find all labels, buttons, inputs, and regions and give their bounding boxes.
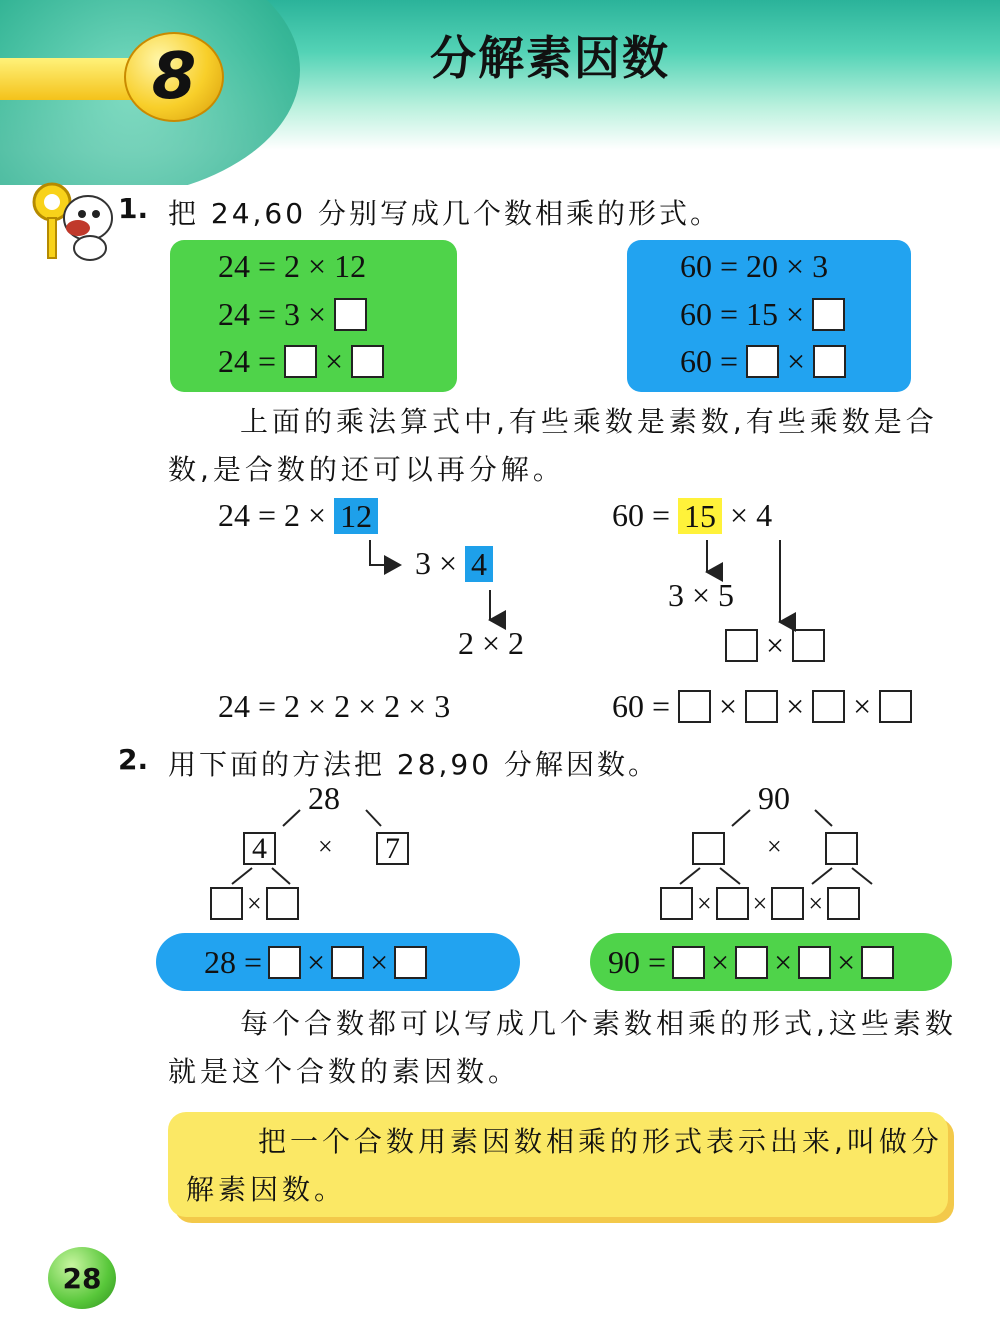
tree60-step3: [725, 627, 825, 664]
blue-line-3: [680, 343, 846, 380]
tree90-branch-left: [732, 810, 750, 826]
tree60-equation: [612, 497, 772, 534]
tree60-result: [612, 688, 912, 725]
equation-text: 60 =: [612, 497, 671, 533]
answer-box[interactable]: [268, 946, 301, 979]
equation-text: 24 = 3 ×: [218, 296, 327, 332]
times-sign: ×: [787, 343, 806, 379]
answer-box[interactable]: [825, 832, 858, 865]
tree28-factor-right: 7: [376, 832, 409, 865]
times-sign: ×: [318, 832, 333, 861]
arrow-12-to-3x4: [370, 540, 400, 565]
equation-text: 90 =: [608, 943, 667, 980]
answer-box[interactable]: [266, 887, 299, 920]
answer-box[interactable]: [716, 887, 749, 920]
times-sign: ×: [307, 943, 326, 980]
equation-text: 60 =: [612, 688, 671, 724]
times-sign: ×: [697, 888, 712, 918]
mascot-icon: [30, 180, 120, 265]
tree90-root: 90: [758, 780, 790, 816]
tree28-root: 28: [308, 780, 340, 816]
tree28-sub-right: [272, 868, 290, 884]
times-sign: ×: [786, 688, 805, 724]
answer-box[interactable]: [210, 887, 243, 920]
answer-box[interactable]: [678, 690, 711, 723]
tree90-level2: [660, 887, 860, 920]
tree90-sub-1: [680, 868, 700, 884]
times-sign: ×: [325, 343, 344, 379]
times-sign: ×: [774, 943, 793, 980]
tree24-result: [218, 688, 450, 725]
green-line-2: [218, 296, 367, 333]
times-sign: ×: [853, 688, 872, 724]
page-number: 28: [48, 1247, 116, 1309]
times-sign: ×: [808, 888, 824, 918]
equation-text: 3 ×: [415, 545, 458, 581]
equation-text: 24 = 2 × 12: [218, 248, 367, 284]
answer-box[interactable]: [725, 629, 758, 662]
green-line-1: [218, 248, 366, 285]
times-sign: ×: [719, 688, 738, 724]
equation-text: 24 =: [218, 343, 277, 379]
tree90-sub-4: [852, 868, 872, 884]
question-2-text: 用下面的方法把 28,90 分解因数。: [168, 748, 659, 781]
tree90-branch-right: [815, 810, 832, 826]
tree90-factor-right: [825, 832, 858, 865]
equation-text: 60 = 20 × 3: [680, 248, 829, 284]
answer-box[interactable]: [351, 345, 384, 378]
tree28-level2: [210, 887, 299, 920]
answer-box[interactable]: [827, 887, 860, 920]
answer-box[interactable]: [331, 946, 364, 979]
tree28-factor-left: 4: [243, 832, 276, 865]
explanation-paragraph: 上面的乘法算式中,有些乘数是素数,有些乘数是合数,是合数的还可以再分解。: [168, 405, 938, 486]
tree28-branch-left: [283, 810, 300, 826]
tree24-step2: [415, 545, 493, 582]
answer-box[interactable]: [284, 345, 317, 378]
equation-text: 24 = 2 ×: [218, 497, 327, 533]
equation-text: 24 = 2 × 2 × 2 × 3: [218, 688, 451, 724]
answer-box[interactable]: [798, 946, 831, 979]
blue-line-1: [680, 248, 828, 285]
tree90-sub-3: [812, 868, 832, 884]
answer-box[interactable]: [672, 946, 705, 979]
answer-box[interactable]: [692, 832, 725, 865]
times-sign: ×: [247, 888, 262, 918]
equation-text: 60 = 15 ×: [680, 296, 805, 332]
question-2-number: 2.: [118, 743, 149, 776]
equation-text: 3 × 5: [668, 577, 735, 613]
summary-paragraph: 每个合数都可以写成几个素数相乘的形式,这些素数就是这个合数的素因数。: [168, 1007, 957, 1088]
answer-box[interactable]: [334, 298, 367, 331]
times-sign: ×: [837, 943, 856, 980]
answer-box[interactable]: [745, 690, 778, 723]
tree24-equation: [218, 497, 378, 534]
tree28-result: [156, 933, 520, 991]
answer-box[interactable]: [735, 946, 768, 979]
answer-box[interactable]: [771, 887, 804, 920]
highlight-15: 15: [678, 498, 722, 534]
highlight-4: 4: [465, 546, 493, 582]
answer-box[interactable]: [812, 298, 845, 331]
answer-box[interactable]: [660, 887, 693, 920]
equation-text: 2 × 2: [458, 625, 525, 661]
answer-box[interactable]: [861, 946, 894, 979]
equation-text: 28 =: [204, 943, 263, 980]
times-sign: ×: [767, 832, 782, 861]
highlight-12: 12: [334, 498, 378, 534]
answer-box[interactable]: [746, 345, 779, 378]
times-sign: ×: [766, 627, 785, 663]
answer-box[interactable]: [812, 690, 845, 723]
definition-text: 把一个合数用素因数相乘的形式表示出来,叫做分解素因数。: [186, 1125, 943, 1206]
tree90-result: [590, 933, 952, 991]
tree28-sub-left: [232, 868, 252, 884]
answer-box[interactable]: [394, 946, 427, 979]
tree90-sub-2: [720, 868, 740, 884]
tree60-step2: [668, 577, 734, 614]
times-sign: ×: [370, 943, 389, 980]
tree28-branch-right: [366, 810, 381, 826]
lesson-number-badge: 8: [124, 32, 224, 122]
answer-box[interactable]: [813, 345, 846, 378]
tree90-factor-left: [692, 832, 725, 865]
blue-line-2: [680, 296, 845, 333]
answer-box[interactable]: [792, 629, 825, 662]
equation-text: × 4: [730, 497, 773, 533]
times-sign: ×: [711, 943, 730, 980]
answer-box[interactable]: [879, 690, 912, 723]
tree24-step3: [458, 625, 524, 662]
page-title: 分解素因数: [430, 31, 670, 85]
green-line-3: [218, 343, 384, 380]
times-sign: ×: [752, 888, 768, 918]
question-1-text: 把 24,60 分别写成几个数相乘的形式。: [168, 197, 721, 230]
question-1-number: 1.: [118, 192, 149, 225]
equation-text: 60 =: [680, 343, 739, 379]
